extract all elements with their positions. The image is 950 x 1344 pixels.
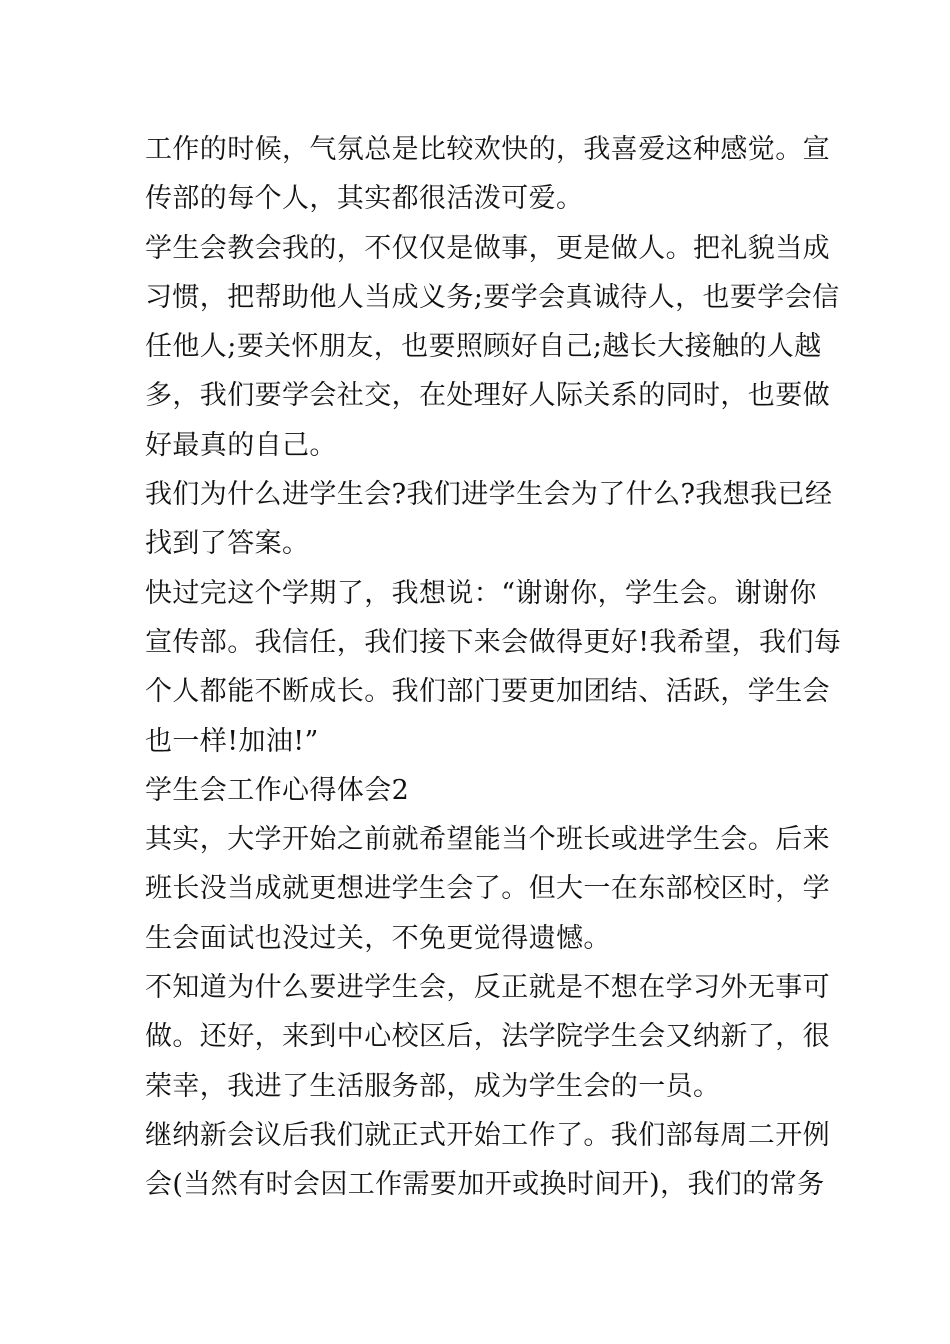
text-line: 班长没当成就更想进学生会了。但大一在东部校区时，学: [145, 873, 830, 905]
text-line: 好最真的自己。: [145, 429, 337, 461]
text-line: 做。还好，来到中心校区后，法学院学生会又纳新了，很: [145, 1021, 830, 1053]
text-line: 传部的每个人，其实都很活泼可爱。: [145, 183, 584, 215]
text-line: 宣传部。我信任，我们接下来会做得更好!我希望，我们每: [145, 626, 842, 658]
document-page: [145, 125, 842, 1210]
text-line: 继纳新会议后我们就正式开始工作了。我们部每周二开例: [145, 1119, 830, 1151]
text-line: 也一样!加油!”: [145, 725, 319, 757]
text-line: 荣幸，我进了生活服务部，成为学生会的一员。: [145, 1070, 721, 1102]
paragraph-6: [145, 963, 830, 1111]
text-line: 个人都能不断成长。我们部门要更加团结、活跃，学生会: [145, 676, 830, 708]
text-line: 任他人;要关怀朋友，也要照顾好自己;越长大接触的人越: [145, 331, 822, 363]
text-line: 习惯，把帮助他人当成义务;要学会真诚待人，也要学会信: [145, 281, 840, 313]
paragraph-7: [145, 1111, 830, 1210]
paragraph-1: [145, 125, 830, 224]
text-line: 其实，大学开始之前就希望能当个班长或进学生会。后来: [145, 824, 830, 856]
text-line: 生会面试也没过关，不免更觉得遗憾。: [145, 922, 611, 954]
text-line: 工作的时候，气氛总是比较欢快的，我喜爱这种感觉。宣: [145, 134, 830, 165]
section-heading: [145, 766, 810, 815]
text-line: 会(当然有时会因工作需要加开或换时间开)，我们的常务: [145, 1169, 825, 1201]
paragraph-5: [145, 815, 830, 963]
paragraph-3: [145, 470, 833, 569]
text-line: 多，我们要学会社交，在处理好人际关系的同时，也要做: [145, 380, 830, 412]
paragraph-4: [145, 569, 842, 766]
paragraph-2: [145, 224, 840, 470]
text-line: 快过完这个学期了，我想说：“谢谢你，学生会。谢谢你: [145, 577, 817, 609]
heading-line: 学生会工作心得体会2: [145, 774, 410, 806]
text-line: 学生会教会我的，不仅仅是做事，更是做人。把礼貌当成: [145, 232, 830, 264]
text-line: 我们为什么进学生会?我们进学生会为了什么?我想我已经: [145, 479, 833, 511]
text-line: 找到了答案。: [145, 528, 310, 560]
text-line: 不知道为什么要进学生会，反正就是不想在学习外无事可: [145, 972, 830, 1004]
